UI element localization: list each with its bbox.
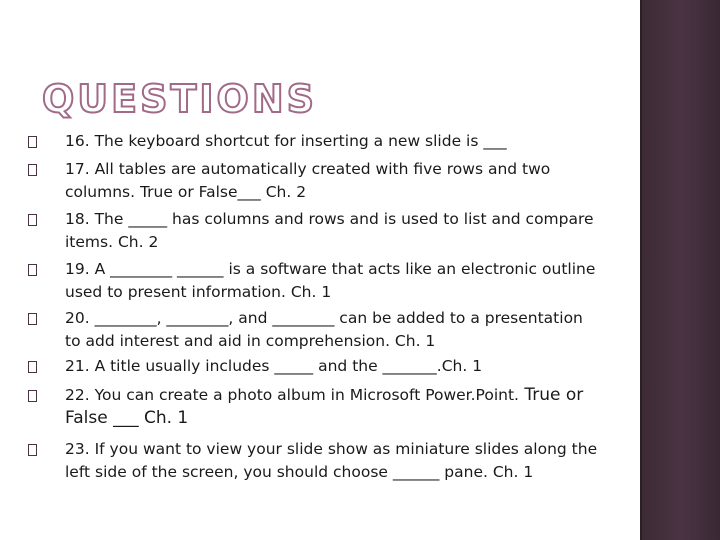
question-item-18 [28,208,598,254]
square-bullet-icon [28,390,37,402]
question-text-large: True or False ___ Ch. 1 [65,385,584,428]
square-bullet-icon [28,313,37,325]
question-item-19 [28,258,598,304]
question-text: 17. All tables are automatically created with five rows and two columns. True or False___ Ch. 2 [65,160,551,201]
question-item-20 [28,307,598,353]
square-bullet-icon [28,214,37,226]
slide-title-text: QUESTIONS [42,77,318,121]
slide-title-graphic [40,70,318,121]
question-item-16 [28,130,507,153]
question-text: 20. ________, ________, and ________ can be added to a presentation to add interest and aid in comprehension. Ch. 1 [65,309,583,350]
question-item-22 [28,384,598,430]
question-text: 22. You can create a photo album in Microsoft Power.Point. [65,386,519,404]
square-bullet-icon [28,136,37,148]
question-item-17 [28,158,598,204]
square-bullet-icon [28,361,37,373]
slide-title [40,70,318,121]
square-bullet-icon [28,444,37,456]
question-text: 16. The keyboard shortcut for inserting a new slide is ___ [65,132,507,150]
question-text: 18. The _____ has columns and rows and is used to list and compare items. Ch. 2 [65,210,594,251]
square-bullet-icon [28,264,37,276]
question-item-21 [28,355,482,378]
decorative-side-bar [642,0,720,540]
question-item-23 [28,438,598,484]
square-bullet-icon [28,164,37,176]
question-text: 19. A ________ ______ is a software that acts like an electronic outline used to present information. Ch. 1 [65,260,596,301]
question-text: 23. If you want to view your slide show as miniature slides along the left side of the screen, you should choose ______ pane. Ch. 1 [65,440,598,481]
question-text: 21. A title usually includes _____ and the _______.Ch. 1 [65,357,483,375]
